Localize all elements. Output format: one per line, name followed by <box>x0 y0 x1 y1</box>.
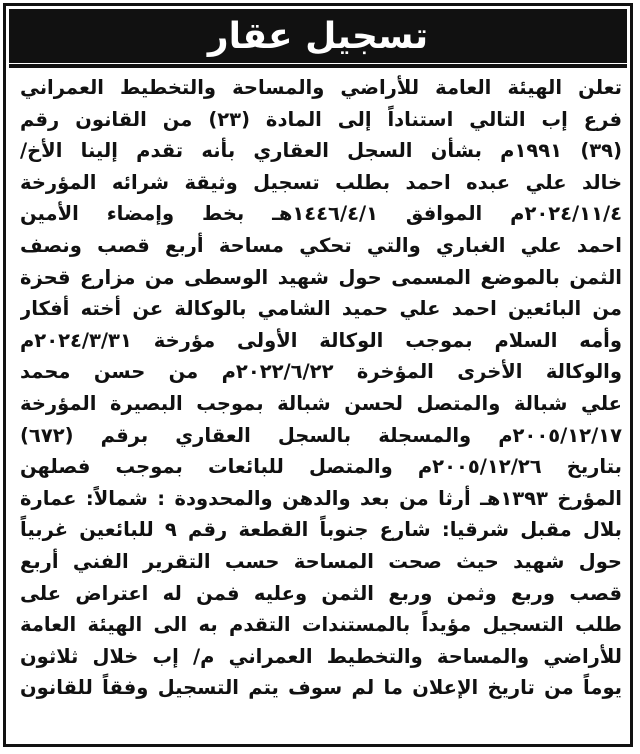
notice-line: (٣٩) ١٩٩١م بشأن السجل العقاري بأنه تقدم إلينا الأخ/ <box>20 139 622 163</box>
notice-line: الثمن بالموضع المسمى حول شهيد الوسطى من مزارع قحزة <box>20 265 622 289</box>
notice-line: تعلن الهيئة العامة للأراضي والمساحة والتخطيط العمراني <box>20 76 622 99</box>
notice-line: ٢٠٠٥/١٢/١٧م والمسجلة بالسجل العقاري برقم (٦٧٢) <box>20 423 622 447</box>
notice-line: يوماً من تاريخ الإعلان ما لم سوف يتم التسجيل وفقاً للقانون <box>20 676 622 700</box>
notice-line: قصب وربع وثمن وربع الثمن وعليه فمن له اعتراض على <box>20 581 622 605</box>
notice-line: طلب التسجيل مؤيداً بالمستندات التقدم به الى الهيئة العامة <box>20 613 622 637</box>
notice-title: تسجيل عقار <box>207 15 429 57</box>
notice-line: من البائعين احمد علي حميد الشامي بالوكالة عن أخته أفكار <box>20 297 622 321</box>
notice-line: علي شبالة والمتصل لحسن شبالة بموجب البصيرة المؤرخة <box>20 391 622 415</box>
notice-line: والوكالة الأخرى المؤخرة ٢٠٢٢/٦/٢٢م من حسن محمد <box>20 360 622 384</box>
title-banner <box>9 9 627 63</box>
title-divider <box>9 64 627 68</box>
notice-line: بلال مقبل شرقيا: شارع جنوباً القطعة رقم ٩ للبائعين غربياً <box>20 518 622 542</box>
notice-line: خالد علي عبده احمد بطلب تسجيل وثيقة شرائه المؤرخة <box>20 170 622 194</box>
notice-line: احمد علي الغباري والتي تحكي مساحة أربع قصب ونصف <box>20 233 622 257</box>
notice-line: ٢٠٢٤/١١/٤م الموافق ١٤٤٦/٤/١هـ بخط وإمضاء الأمين <box>20 202 622 226</box>
notice-line: فرع إب التالي استناداً إلى المادة (٢٣) من القانون رقم <box>20 107 622 131</box>
notice-line: المؤرخ ١٣٩٣هـ أرثا من بعد والدهن والمحدودة : شمالاً: عمارة <box>20 486 622 510</box>
notice-line: وأمه السلام بموجب الوكالة الأولى مؤرخة ٢٠٢٤/٣/٣١م <box>20 328 622 352</box>
notice-line: للأراضي والمساحة والتخطيط العمراني م/ إب خلال ثلاثون <box>20 644 622 668</box>
notice-frame <box>3 3 633 747</box>
notice-line: حول شهيد حيث صحت المساحة حسب التقرير الفني أربع <box>20 549 622 573</box>
notice-line: بتاريخ ٢٠٠٥/١٢/٢٦م والمتصل للبائعات بموجب فصلهن <box>20 455 622 479</box>
notice-body <box>20 72 622 704</box>
